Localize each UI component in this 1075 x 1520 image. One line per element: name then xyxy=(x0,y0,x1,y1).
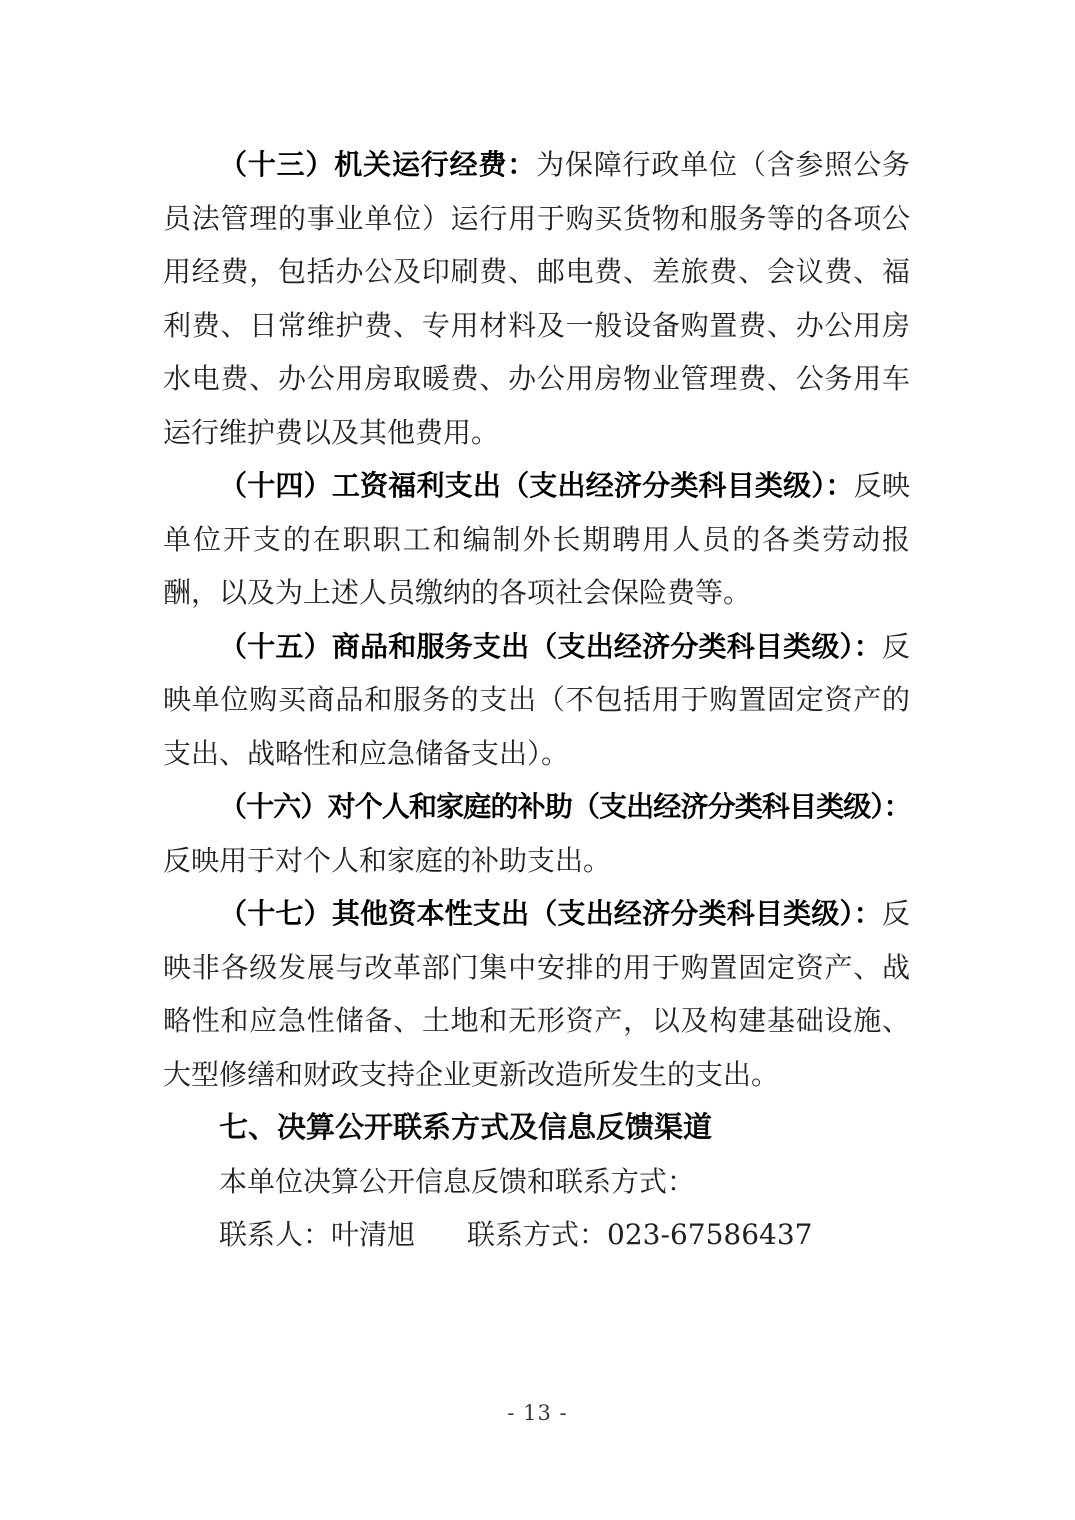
page-number: - 13 - xyxy=(507,1401,568,1425)
contact-line xyxy=(163,1208,910,1262)
paragraph-17-text: 反映非各级发展与改革部门集中安排的用于购置固定资产、战略性和应急性储备、土地和无形资产，以及构建基础设施、大型修缮和财政支持企业更新改造所发生的支出。 xyxy=(163,897,910,1091)
contact-person-label: 联系人： xyxy=(219,1218,332,1251)
body-paragraph-17 xyxy=(163,887,910,1101)
body-paragraph-14 xyxy=(163,459,910,620)
paragraph-17-lead: （十七）其他资本性支出（支出经济分类科目类级）： xyxy=(219,897,882,930)
paragraph-13-lead: （十三）机关运行经费： xyxy=(219,148,537,181)
paragraph-13-text: 为保障行政单位（含参照公务员法管理的事业单位）运行用于购买货物和服务等的各项公用经费，包括办公及印刷费、邮电费、差旅费、会议费、福利费、日常维护费、专用材料及一般设备购置费、办公用房水电费、办公用房取暖费、办公用房物业管理费、公务用车运行维护费以及其他费用。 xyxy=(163,148,910,449)
body-paragraph-15 xyxy=(163,620,910,781)
section-heading-contact: 七、决算公开联系方式及信息反馈渠道 xyxy=(219,1110,713,1144)
body-paragraph-13 xyxy=(163,138,910,459)
contact-method-label: 联系方式： xyxy=(467,1218,608,1251)
document-body xyxy=(163,138,910,1262)
contact-intro: 本单位决算公开信息反馈和联系方式： xyxy=(219,1164,696,1198)
paragraph-14-lead: （十四）工资福利支出（支出经济分类科目类级）： xyxy=(219,469,854,502)
paragraph-15-text: 反映单位购买商品和服务的支出（不包括用于购置固定资产的支出、战略性和应急储备支出）。 xyxy=(163,629,910,770)
body-paragraph-16 xyxy=(163,780,910,887)
paragraph-15-lead: （十五）商品和服务支出（支出经济分类科目类级）： xyxy=(219,629,882,663)
paragraph-16-text: 反映用于对个人和家庭的补助支出。 xyxy=(163,843,612,877)
paragraph-16-lead: （十六）对个人和家庭的补助（支出经济分类科目类级）： xyxy=(219,790,910,823)
paragraph-14-text: 反映单位开支的在职职工和编制外长期聘用人员的各类劳动报酬，以及为上述人员缴纳的各项社会保险费等。 xyxy=(163,469,910,609)
contact-person-name: 叶清旭 xyxy=(331,1218,416,1251)
contact-method-value: 023-67586437 xyxy=(607,1218,813,1251)
